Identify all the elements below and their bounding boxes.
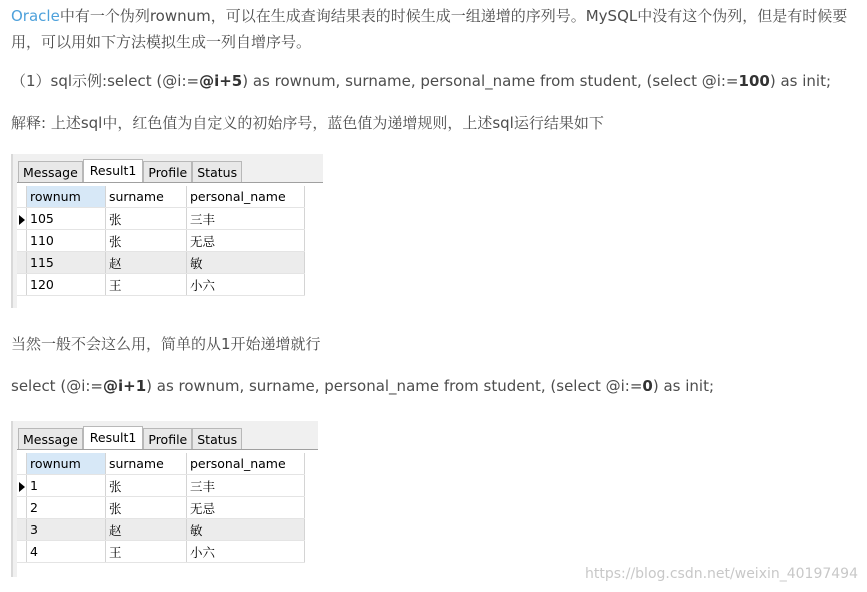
intro-text: 中有一个伪列rownum，可以在生成查询结果表的时候生成一组递增的序列号。MySQL中没有这个伪列，但是有时候要用，可以用如下方法模拟生成一列自增序号。	[11, 7, 848, 51]
tab-message[interactable]: Message	[18, 428, 83, 449]
example1-initial: 100	[738, 72, 770, 90]
example2-increment: @i+1	[102, 377, 147, 395]
table-row[interactable]: 115 赵 敏	[17, 252, 305, 274]
result-grid	[17, 186, 305, 296]
example1-suffix: ) as init;	[769, 72, 831, 90]
table-row[interactable]: 110 张 无忌	[17, 230, 305, 252]
column-header-rownum[interactable]: rownum	[27, 186, 106, 208]
intro-paragraph	[11, 3, 861, 55]
header-row	[17, 186, 305, 208]
table-row[interactable]: 1 张 三丰	[17, 475, 305, 497]
row-indicator-icon	[17, 208, 27, 230]
oracle-link[interactable]: Oracle	[11, 7, 60, 25]
header-row	[17, 453, 305, 475]
example2-initial: 0	[642, 377, 653, 395]
result-tabs	[18, 427, 242, 449]
result-grid-area	[17, 449, 318, 577]
table-row[interactable]: 105 张 三丰	[17, 208, 305, 230]
example1-increment: @i+5	[199, 72, 243, 90]
example2-prefix: select (@i:=	[11, 377, 103, 395]
table-row[interactable]: 4 王 小六	[17, 541, 305, 563]
table-row[interactable]: 3 赵 敏	[17, 519, 305, 541]
example2-middle: ) as rownum, surname, personal_name from student, (select @i:=	[146, 377, 643, 395]
tab-message[interactable]: Message	[18, 161, 83, 182]
column-header-personal-name[interactable]: personal_name	[187, 186, 305, 208]
tab-profile[interactable]: Profile	[143, 161, 192, 182]
example2-suffix: ) as init;	[652, 377, 715, 395]
watermark: https://blog.csdn.net/weixin_40197494	[584, 566, 858, 582]
tab-result1[interactable]: Result1	[83, 426, 144, 449]
table-row[interactable]: 120 王 小六	[17, 274, 305, 296]
result-grid	[17, 453, 305, 563]
tab-status[interactable]: Status	[192, 161, 242, 182]
column-header-personal-name[interactable]: personal_name	[187, 453, 305, 475]
column-header-surname[interactable]: surname	[106, 186, 187, 208]
column-header-rownum[interactable]: rownum	[27, 453, 106, 475]
example2-sql	[11, 373, 714, 399]
result-screenshot-2	[11, 421, 318, 577]
result-screenshot-1	[11, 154, 323, 308]
tab-status[interactable]: Status	[192, 428, 242, 449]
tab-result1[interactable]: Result1	[83, 159, 144, 182]
column-header-surname[interactable]: surname	[106, 453, 187, 475]
tab-profile[interactable]: Profile	[143, 428, 192, 449]
result-tabs	[18, 160, 242, 182]
example1-prefix: （1）sql示例:select (@i:=	[11, 72, 200, 90]
result-grid-area	[17, 182, 323, 308]
table-row[interactable]: 2 张 无忌	[17, 497, 305, 519]
explanation-paragraph: 解释: 上述sql中，红色值为自定义的初始序号，蓝色值为递增规则，上述sql运行结果如下	[11, 114, 604, 132]
example1-sql	[11, 68, 831, 94]
simple-note: 当然一般不会这么用，简单的从1开始递增就行	[11, 335, 321, 353]
row-indicator-icon	[17, 475, 27, 497]
example1-middle: ) as rownum, surname, personal_name from student, (select @i:=	[242, 72, 739, 90]
